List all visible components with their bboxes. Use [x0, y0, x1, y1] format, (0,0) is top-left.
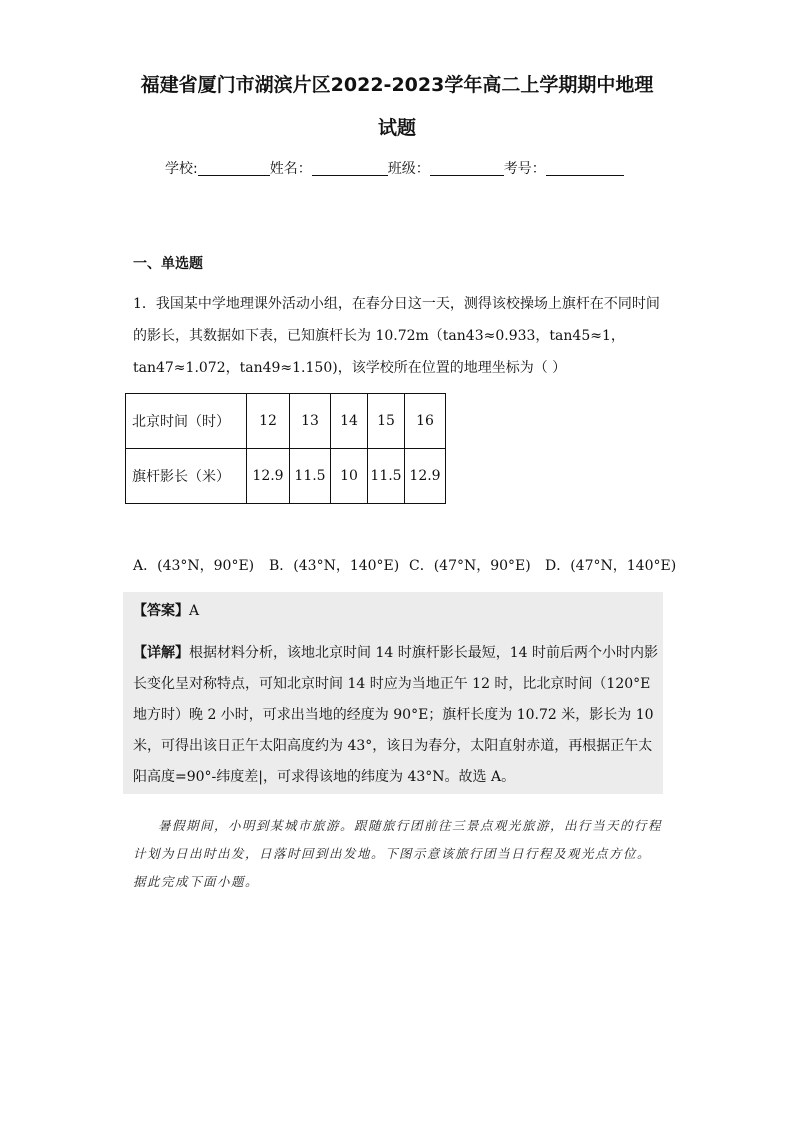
table-cell: 11.5	[368, 449, 405, 504]
number-label: 考号：	[503, 161, 546, 177]
table-cell: 12.9	[247, 449, 290, 504]
shadow-length-table	[125, 393, 446, 504]
answer-label: 【答案】	[133, 603, 189, 619]
school-blank[interactable]	[198, 161, 270, 176]
table-cell: 12	[247, 394, 290, 449]
table-cell: 11.5	[290, 449, 331, 504]
school-label: 学校:	[165, 161, 198, 177]
table-cell: 12.9	[405, 449, 446, 504]
table-cell: 15	[368, 394, 405, 449]
passage-text: 暑假期间，小明到某城市旅游。跟随旅行团前往三景点观光旅游，出行当天的行程计划为日出时出发，日落时回到出发地。下图示意该旅行团当日行程及观光点方位。据此完成下面小题。	[133, 818, 663, 889]
name-label: 姓名：	[269, 161, 312, 177]
student-info-row	[165, 158, 624, 178]
table-row-label: 北京时间（时）	[126, 394, 247, 449]
table-row	[126, 449, 446, 504]
option-b[interactable]: B．(43°N，140°E)	[269, 558, 400, 574]
option-c[interactable]: C．(47°N，90°E)	[409, 558, 531, 574]
name-blank[interactable]	[312, 161, 388, 176]
page-title-line2: 试题	[377, 117, 416, 139]
table-cell: 10	[331, 449, 368, 504]
table-cell: 14	[331, 394, 368, 449]
table-row-label: 旗杆影长（米）	[126, 449, 247, 504]
answer-value: A	[189, 603, 200, 619]
section-title: 一、单选题	[133, 256, 203, 272]
class-label: 班级：	[387, 161, 430, 177]
answer-line	[133, 600, 199, 620]
question-1-text: 1．我国某中学地理课外活动小组，在春分日这一天，测得该校操场上旗杆在不同时间的影长，其数据如下表，已知旗杆长为 10.72m（tan43≈0.933，tan45≈1，tan47≈1.072，tan49≈1.150)，该学校所在位置的地理坐标为（ ）	[133, 296, 660, 376]
answer-options	[133, 555, 677, 575]
detail-label: 【详解】	[133, 645, 189, 661]
table-row	[126, 394, 446, 449]
table-cell: 16	[405, 394, 446, 449]
class-blank[interactable]	[430, 161, 504, 176]
option-a[interactable]: A．(43°N，90°E)	[133, 558, 255, 574]
option-d[interactable]: D．(47°N，140°E)	[545, 558, 677, 574]
number-blank[interactable]	[546, 161, 624, 176]
detail-text: 根据材料分析，该地北京时间 14 时旗杆影长最短，14 时前后两个小时内影长变化呈对称特点，可知北京时间 14 时应为当地正午 12 时，比北京时间（120°E 地方时）晚 2 小时，可求出当地的经度为 90°E；旗杆长度为 10.72 米，影长为 10 米，可得出该日正午太阳高度约为 43°，该日为春分，太阳直射赤道，再根据正午太阳高度=90°-纬度差|，可求得该地的纬度为 43°N。故选 A。	[133, 645, 658, 785]
table-cell: 13	[290, 394, 331, 449]
page-title: 福建省厦门市湖滨片区2022-2023学年高二上学期期中地理	[140, 74, 654, 96]
detail-explanation	[133, 638, 663, 793]
